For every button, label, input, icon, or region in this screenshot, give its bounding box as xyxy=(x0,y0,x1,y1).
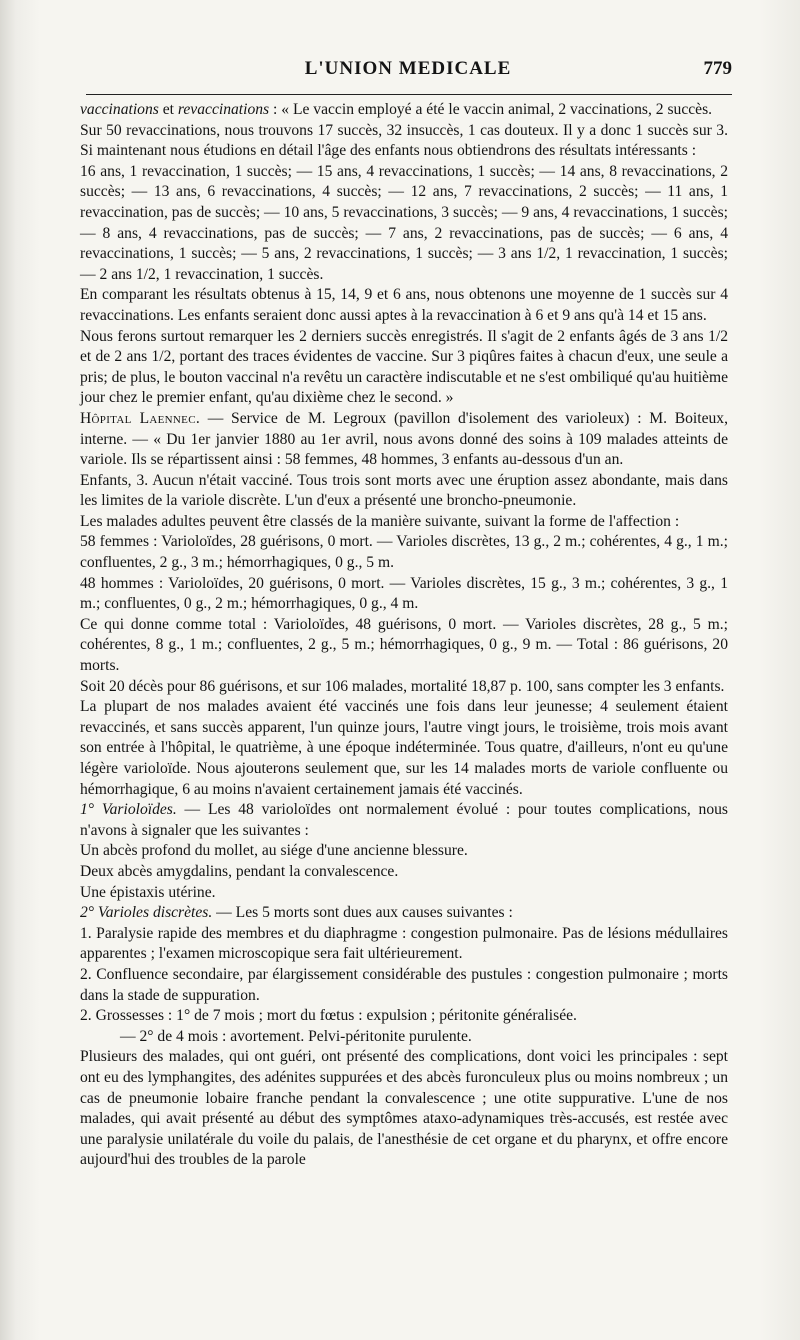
paragraph: — 2° de 4 mois : avortement. Pelvi-péritonite purulente. xyxy=(120,1027,472,1045)
section-heading-paragraph: Hôpital Laennec. — Service de M. Legroux (pavillon d'isolement des varioleux) : M. Boiteux, interne. — « Du 1er janvier 1880 au 1er avril, nous avons donné des soins à 109 malades atteints de variole. Ils se répartissent ainsi : 58 femmes, 48 hommes, 3 enfants au-dessous d'un an. xyxy=(80,409,728,469)
page-header xyxy=(84,52,732,88)
paragraph: Soit 20 décès pour 86 guérisons, et sur 106 malades, mortalité 18,87 p. 100, sans compter les 3 enfants. xyxy=(80,677,725,695)
subsection-paragraph: 1° Varioloïdes. — Les 48 varioloïdes ont normalement évolué : pour toutes complications, nous n'avons à signaler que les suivantes : xyxy=(80,801,728,839)
paragraph: Enfants, 3. Aucun n'était vacciné. Tous trois sont morts avec une éruption assez abondante, mais dans les limites de la variole discrète. L'un d'eux a présenté une broncho-pneumonie. xyxy=(80,471,728,510)
paragraph: En comparant les résultats obtenus à 15, 14, 9 et 6 ans, nous obtenons une moyenne de 1 succès sur 4 revaccinations. Les enfants seraient donc aussi aptes à la revaccination à 6 et 9 ans qu'à 14 et 15 ans. xyxy=(80,286,728,324)
subsection-paragraph: 2° Varioles discrètes. — Les 5 morts sont dues aux causes suivantes : xyxy=(80,904,513,922)
paragraph: Les malades adultes peuvent être classés de la manière suivante, suivant la forme de l'affection : xyxy=(80,512,680,530)
paragraph: Plusieurs des malades, qui ont guéri, ont présenté des complications, dont voici les principales : sept ont eu des lymphangites, des adénites suppurées et des abcès furonculeux plus ou moins nombreux ; un cas de pneumonie lobaire franche pendant la convalescence ; une otite suppurative. L'une de nos malades, qui avait présenté au début des symptômes ataxo-adynamiques très-accusés, est restée avec une paralysie unilatérale du voile du palais, de l'anesthésie de cet organe et du pharynx, et offre encore aujourd'hui des troubles de la parole xyxy=(80,1048,728,1169)
paragraph: 48 hommes : Varioloïdes, 20 guérisons, 0 mort. — Varioles discrètes, 15 g., 3 m.; cohérentes, 3 g., 1 m.; confluentes, 0 g., 2 m.; hémorrhagiques, 0 g., 4 m. xyxy=(80,574,728,613)
paragraph: vaccinations et revaccinations : « Le vaccin employé a été le vaccin animal, 2 vaccinations, 2 succès. xyxy=(80,101,713,118)
paragraph: Ce qui donne comme total : Varioloïdes, 48 guérisons, 0 mort. — Varioles discrètes, 28 g., 5 m.; cohérentes, 8 g., 1 m.; confluentes, 2 g., 5 m.; hémorrhagiques, 0 g., 9 m. — Total : 86 guérisons, 20 morts. xyxy=(80,615,728,675)
hospital-name: Hôpital Laennec. xyxy=(80,409,201,427)
running-title: L'UNION MEDICALE xyxy=(304,58,512,79)
paragraph: La plupart de nos malades avaient été vaccinés une fois dans leur jeunesse; 4 seulement étaient revaccinés, et sans succès apparent, l'un quinze jours, l'autre vingt jours, le troisième, trois mois avant son entrée à l'hôpital, le quatrième, à une époque indéterminée. Tous quatre, d'ailleurs, n'ont eu qu'une légère varioloïde. Nous ajouterons seulement que, sur les 14 malades morts de variole confluente ou hémorrhagique, 6 au moins n'avaient certainement jamais été vaccinés. xyxy=(80,698,728,798)
paragraph: Une épistaxis utérine. xyxy=(80,883,216,901)
paragraph: 2. Grossesses : 1° de 7 mois ; mort du fœtus : expulsion ; péritonite généralisée. xyxy=(80,1007,577,1025)
paragraph: 2. Confluence secondaire, par élargissement considérable des pustules : congestion pulmonaire ; morts dans la stade de suppuration. xyxy=(80,965,728,1004)
page-number: 779 xyxy=(703,58,732,79)
paragraph: Nous ferons surtout remarquer les 2 derniers succès enregistrés. Il s'agit de 2 enfants âgés de 3 ans 1/2 et de 2 ans 1/2, portant des traces évidentes de vaccine. Sur 3 piqûres faites à chacun d'eux, une seule a pris; de plus, le bouton vaccinal n'a revêtu un caractère indiscutable et ne s'est ombiliqué qu'au huitième jour chez le premier enfant, qu'au dixième chez le second. » xyxy=(80,327,728,407)
paragraph: Sur 50 revaccinations, nous trouvons 17 succès, 32 insuccès, 1 cas douteux. Il y a donc 1 succès sur 3. Si maintenant nous étudions en détail l'âge des enfants nous obtiendrons des résultats intéressants : xyxy=(80,121,728,160)
paragraph: 58 femmes : Varioloïdes, 28 guérisons, 0 mort. — Varioles discrètes, 13 g., 2 m.; cohérentes, 4 g., 1 m.; confluentes, 2 g., 3 m.; hémorrhagiques, 0 g., 5 m. xyxy=(80,533,728,572)
header-rule xyxy=(86,94,732,95)
paragraph: Deux abcès amygdalins, pendant la convalescence. xyxy=(80,862,399,880)
paragraph: 1. Paralysie rapide des membres et du diaphragme : congestion pulmonaire. Pas de lésions médullaires apparentes ; l'examen microscopique sera fait ultérieurement. xyxy=(80,924,728,963)
body-text xyxy=(80,100,728,1171)
paragraph: Un abcès profond du mollet, au siége d'une ancienne blessure. xyxy=(80,842,468,860)
paragraph: 16 ans, 1 revaccination, 1 succès; — 15 ans, 4 revaccinations, 1 succès; — 14 ans, 8 revaccinations, 2 succès; — 13 ans, 6 revaccinations, 4 succès; — 12 ans, 7 revaccinations, 2 succès; — 11 ans, 1 revaccination, pas de succès; — 10 ans, 5 revaccinations, 3 succès; — 9 ans, 4 revaccinations, 1 succès; — 8 ans, 4 revaccinations, pas de succès; — 7 ans, 2 revaccinations, pas de succès; — 6 ans, 4 revaccinations, 1 succès; — 5 ans, 2 revaccinations, 1 succès; — 3 ans 1/2, 1 revaccination, 1 succès; — 2 ans 1/2, 1 revaccination, 1 succès. xyxy=(80,162,728,283)
